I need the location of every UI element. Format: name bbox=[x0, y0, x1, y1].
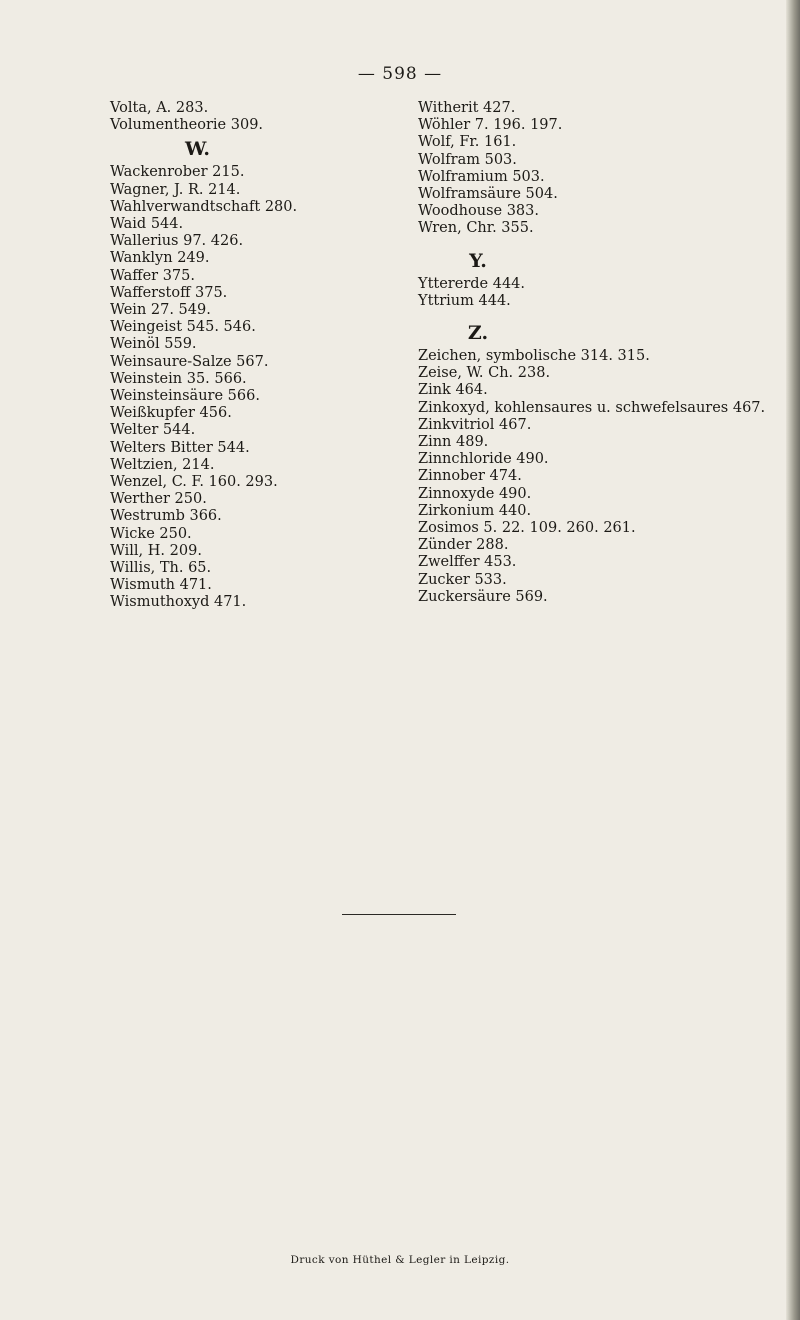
index-entry: Wenzel, C. F. 160. 293. bbox=[110, 474, 278, 491]
index-entry: Zeichen, symbolische 314. 315. bbox=[418, 348, 650, 365]
index-entry: Wagner, J. R. 214. bbox=[110, 181, 241, 198]
index-entry: Wahlverwandtschaft 280. bbox=[110, 198, 298, 215]
index-entry: Zinn 489. bbox=[418, 434, 489, 451]
printer-imprint: Druck von Hüthel & Legler in Leipzig. bbox=[290, 1254, 510, 1266]
index-entry: Zink 464. bbox=[418, 382, 488, 399]
index-entry: Woodhouse 383. bbox=[418, 203, 539, 220]
index-entry: Wein 27. 549. bbox=[110, 302, 211, 319]
index-entry: Zinnoxyde 490. bbox=[418, 485, 532, 502]
index-entry: Wallerius 97. 426. bbox=[110, 233, 244, 250]
index-entry: Zinnober 474. bbox=[418, 468, 522, 485]
index-entry: Volta, A. 283. bbox=[110, 100, 209, 116]
index-entry: Welter 544. bbox=[110, 422, 196, 439]
page-number: — 598 — bbox=[357, 64, 443, 84]
index-entry: Weißkupfer 456. bbox=[110, 405, 232, 422]
index-entry: Zwelffer 453. bbox=[418, 554, 517, 571]
index-entry: Weltzien, 214. bbox=[110, 456, 215, 473]
index-entry: Wismuth 471. bbox=[110, 577, 212, 594]
index-entry: Volumentheorie 309. bbox=[110, 117, 264, 134]
index-entry: Wolf, Fr. 161. bbox=[418, 134, 517, 151]
index-entry: Wafferstoff 375. bbox=[110, 284, 228, 301]
index-entry: Weinsaure-Salze 567. bbox=[110, 353, 269, 370]
index-entry: Werther 250. bbox=[110, 491, 207, 508]
index-entry: Wismuthoxyd 471. bbox=[110, 594, 247, 611]
index-entry: Zuckersäure 569. bbox=[418, 588, 548, 605]
letter-heading-y: Y. bbox=[469, 249, 487, 272]
index-entry: Waid 544. bbox=[110, 216, 184, 233]
index-entry: Witherit 427. bbox=[418, 100, 516, 116]
index-entry: Zucker 533. bbox=[418, 571, 507, 588]
index-entry: Will, H. 209. bbox=[110, 542, 202, 559]
index-entry: Wackenrober 215. bbox=[110, 164, 245, 181]
index-entry: Zirkonium 440. bbox=[418, 502, 532, 519]
index-entry: Zinnchloride 490. bbox=[418, 451, 549, 468]
index-entry: Wolfram 503. bbox=[418, 151, 517, 168]
index-entry: Welters Bitter 544. bbox=[110, 439, 250, 456]
index-entry: Zinkoxyd, kohlensaures u. schwefelsaures 467. bbox=[418, 399, 766, 416]
index-entry: Yttrium 444. bbox=[418, 292, 511, 309]
index-entry: Weinöl 559. bbox=[110, 336, 197, 353]
index-entry: Wanklyn 249. bbox=[110, 250, 210, 267]
index-entry: Zünder 288. bbox=[418, 537, 509, 554]
index-entry: Waffer 375. bbox=[110, 267, 195, 284]
index-entry: Weingeist 545. 546. bbox=[110, 319, 256, 336]
index-entry: Wolframsäure 504. bbox=[418, 186, 558, 203]
index-entry: Zosimos 5. 22. 109. 260. 261. bbox=[418, 520, 636, 537]
index-entry: Wöhler 7. 196. 197. bbox=[418, 117, 563, 134]
index-entry: Weinstein 35. 566. bbox=[110, 370, 247, 387]
page-edge bbox=[786, 0, 800, 1320]
index-entry: Zinkvitriol 467. bbox=[418, 416, 532, 433]
letter-heading-w: W. bbox=[185, 138, 210, 161]
index-entry: Weinsteinsäure 566. bbox=[110, 388, 260, 405]
index-entry: Wolframium 503. bbox=[418, 168, 545, 185]
index-entry: Yttererde 444. bbox=[418, 275, 526, 292]
index-entry: Wicke 250. bbox=[110, 525, 192, 542]
letter-heading-z: Z. bbox=[467, 322, 489, 345]
index-entry: Wren, Chr. 355. bbox=[418, 220, 534, 237]
index-entry: Westrumb 366. bbox=[110, 508, 222, 525]
index-column-left bbox=[110, 100, 410, 612]
end-divider-rule bbox=[342, 914, 456, 915]
index-entry: Willis, Th. 65. bbox=[110, 560, 212, 577]
index-column-right bbox=[418, 100, 766, 606]
index-entry: Zeise, W. Ch. 238. bbox=[418, 365, 551, 382]
